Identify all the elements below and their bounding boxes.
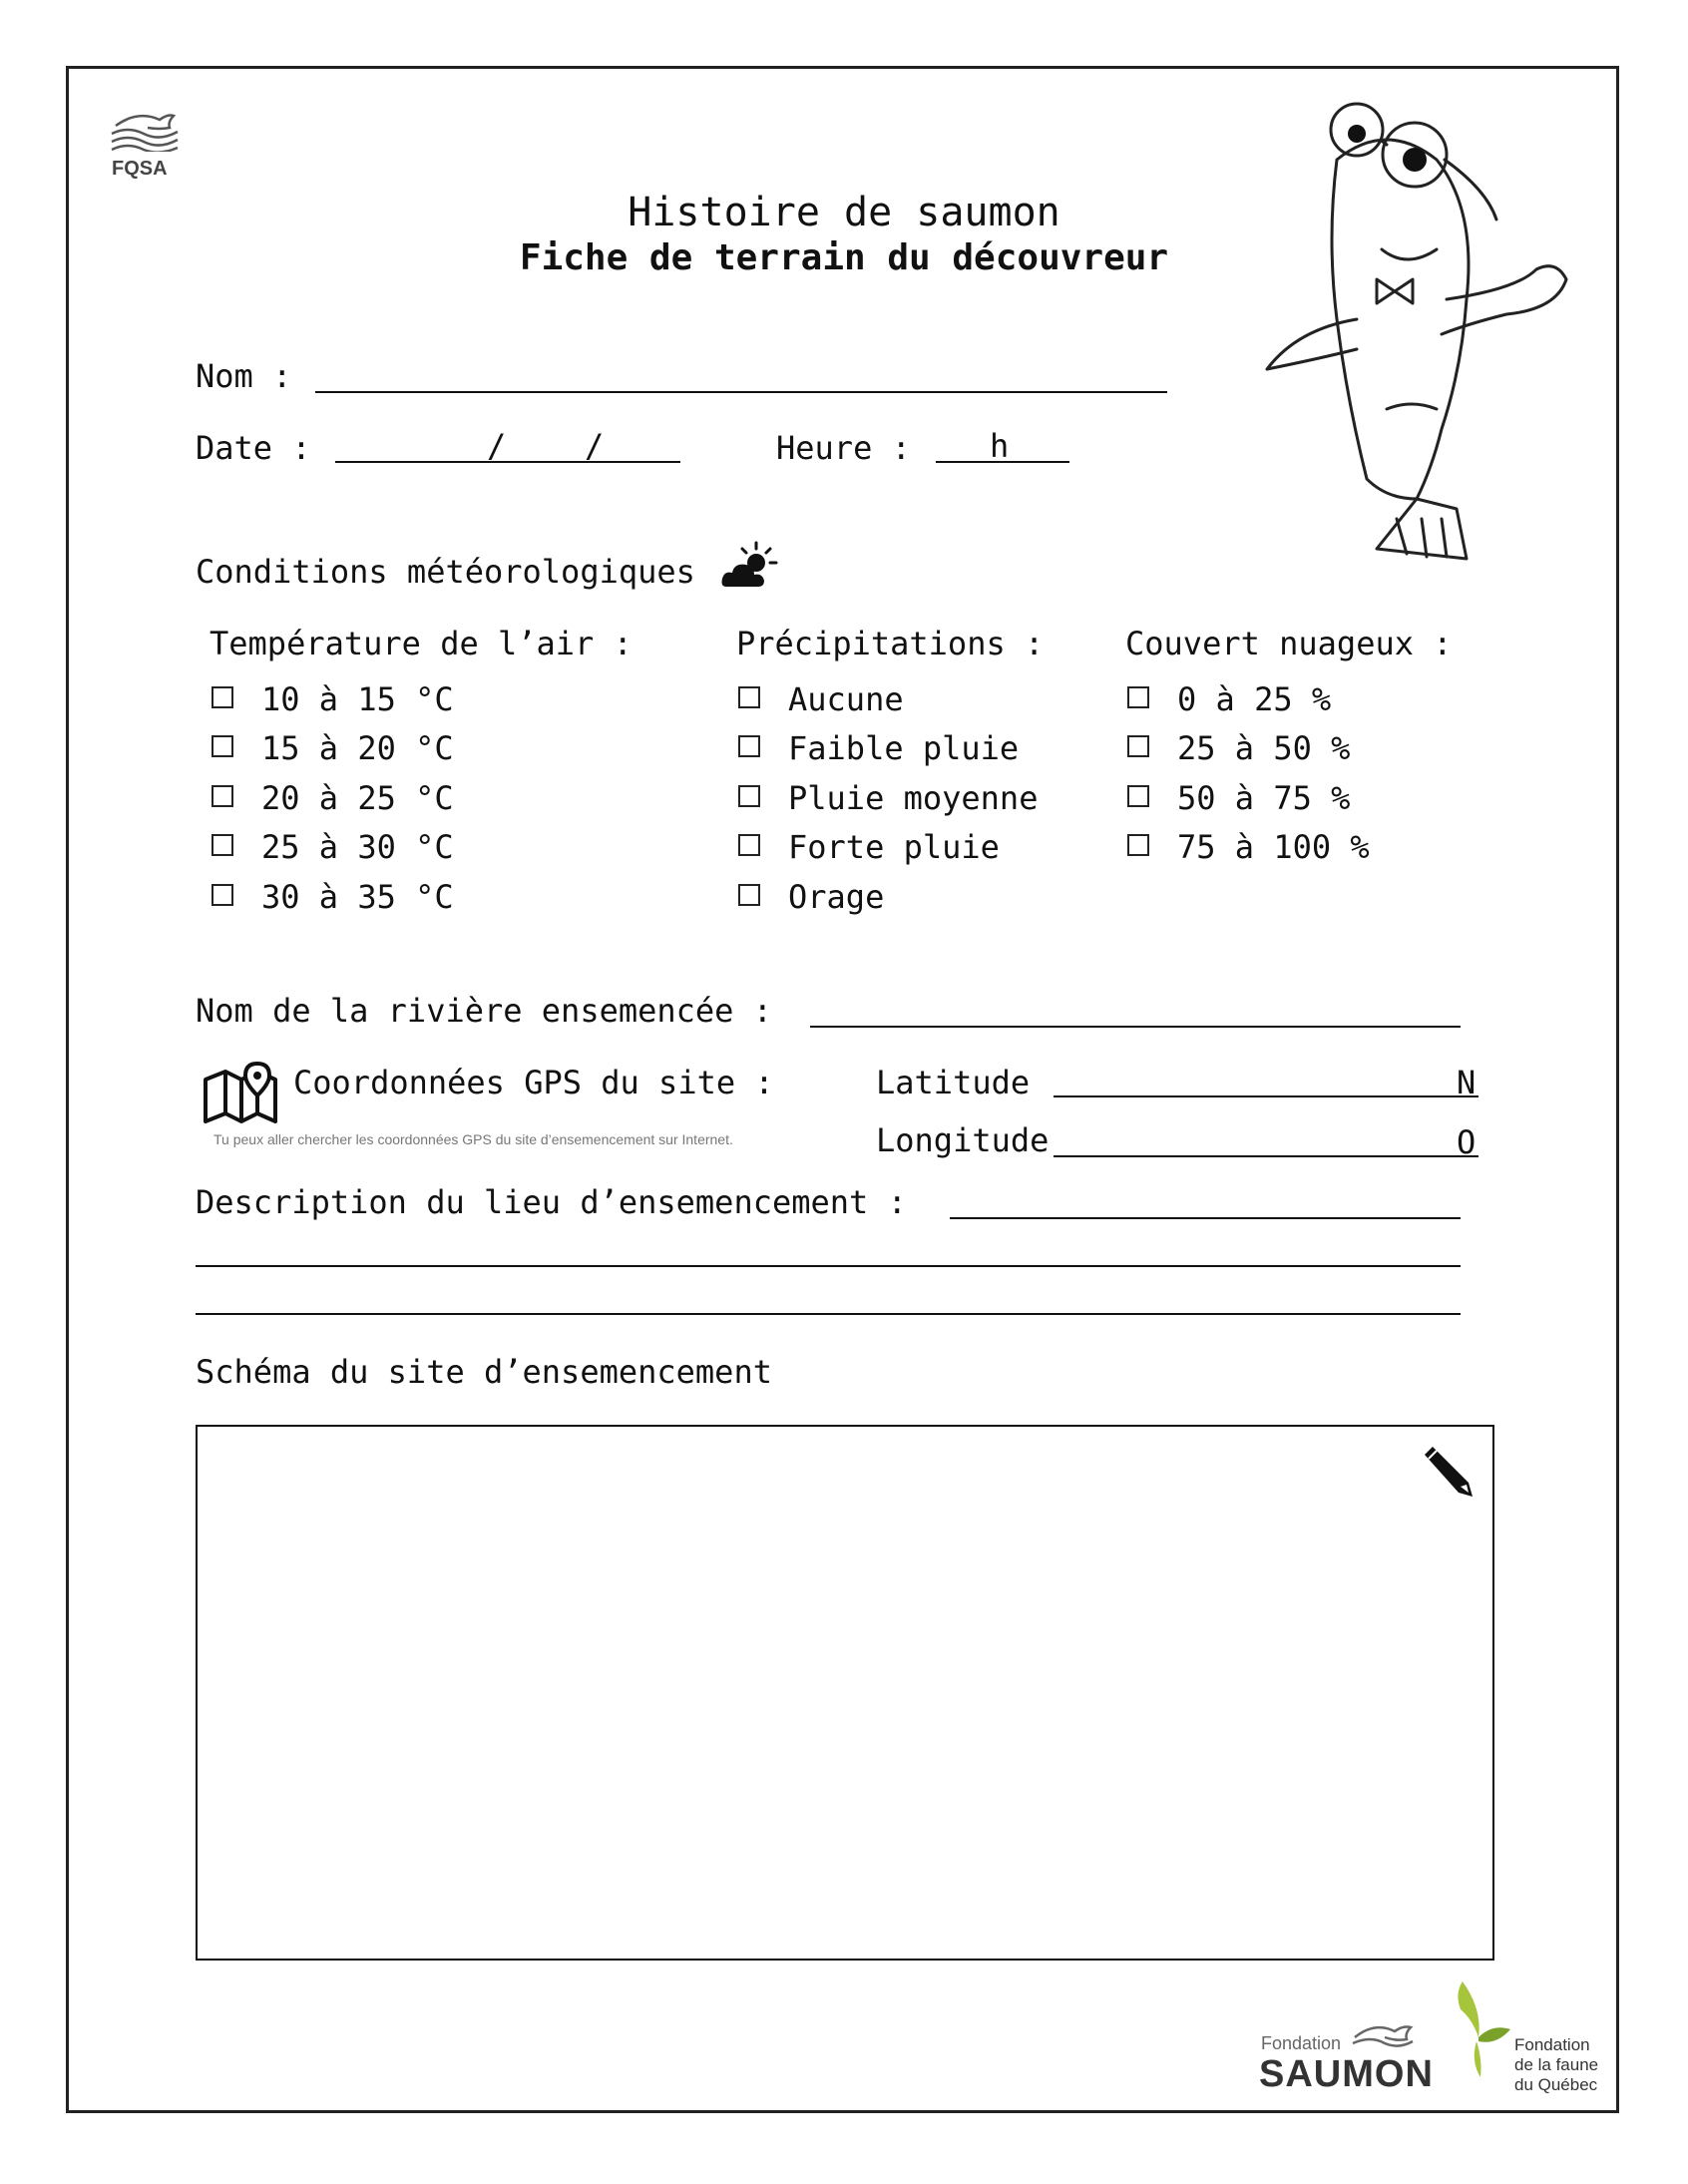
river-label: Nom de la rivière ensemencée : <box>196 992 772 1030</box>
checkbox[interactable] <box>1127 735 1149 757</box>
description-field-line-2[interactable] <box>196 1265 1461 1267</box>
date-field[interactable] <box>335 461 680 463</box>
description-field-line-1[interactable] <box>950 1217 1461 1219</box>
fondation-saumon-small-text: Fondation <box>1261 2033 1342 2053</box>
description-label: Description du lieu d’ensemencement : <box>196 1183 907 1221</box>
temperature-option[interactable]: 15 à 20 °C <box>211 729 454 767</box>
precipitation-option[interactable]: Faible pluie <box>738 729 1019 767</box>
checkbox[interactable] <box>738 735 760 757</box>
precipitation-option[interactable]: Aucune <box>738 680 904 718</box>
cloud-cover-option[interactable]: 75 à 100 % <box>1127 828 1370 866</box>
checkbox[interactable] <box>211 735 233 757</box>
hour-label: Heure : <box>776 429 911 467</box>
page-subtitle: Fiche de terrain du découvreur <box>519 237 1169 278</box>
temperature-label: Température de l’air : <box>210 625 633 662</box>
temperature-option[interactable]: 25 à 30 °C <box>211 828 454 866</box>
fqsa-logo-text: FQSA <box>112 158 168 180</box>
checkbox[interactable] <box>211 686 233 708</box>
fondation-faune-line3: du Québec <box>1514 2075 1598 2094</box>
schema-drawing-area[interactable] <box>196 1425 1494 1961</box>
checkbox[interactable] <box>738 834 760 856</box>
checkbox[interactable] <box>211 834 233 856</box>
fondation-faune-line1: Fondation <box>1514 2035 1590 2054</box>
date-separator-1: / <box>487 427 507 465</box>
longitude-field[interactable] <box>1054 1155 1478 1157</box>
gps-hint: Tu peux aller chercher les coordonnées GPS du site d’ensemencement sur Internet. <box>213 1131 733 1147</box>
name-label: Nom : <box>196 357 292 395</box>
weather-heading: Conditions météorologiques <box>196 553 695 591</box>
salmon-mascot-illustration <box>1237 100 1606 569</box>
checkbox[interactable] <box>211 785 233 807</box>
date-separator-2: / <box>585 427 605 465</box>
map-pin-icon <box>202 1062 279 1125</box>
temperature-option[interactable]: 10 à 15 °C <box>211 680 454 718</box>
precipitation-option[interactable]: Orage <box>738 878 884 916</box>
pencil-icon <box>1421 1443 1475 1499</box>
temperature-option[interactable]: 20 à 25 °C <box>211 779 454 817</box>
latitude-label: Latitude <box>876 1064 1031 1101</box>
schema-label: Schéma du site d’ensemencement <box>196 1353 772 1391</box>
checkbox[interactable] <box>738 785 760 807</box>
river-field[interactable] <box>810 1026 1461 1028</box>
longitude-suffix: O <box>1457 1123 1477 1161</box>
precipitation-option[interactable]: Forte pluie <box>738 828 1000 866</box>
gps-label: Coordonnées GPS du site : <box>293 1064 774 1101</box>
fondation-faune-line2: de la faune <box>1514 2055 1599 2074</box>
checkbox[interactable] <box>738 686 760 708</box>
longitude-label: Longitude <box>876 1121 1050 1159</box>
fondation-saumon-big-text: SAUMON <box>1259 2053 1434 2095</box>
name-field[interactable] <box>315 391 1167 393</box>
checkbox[interactable] <box>1127 686 1149 708</box>
checkbox[interactable] <box>211 884 233 906</box>
cloud-cover-option[interactable]: 25 à 50 % <box>1127 729 1350 767</box>
precipitation-option[interactable]: Pluie moyenne <box>738 779 1038 817</box>
checkbox[interactable] <box>738 884 760 906</box>
latitude-field[interactable] <box>1054 1095 1478 1097</box>
temperature-option[interactable]: 30 à 35 °C <box>211 878 454 916</box>
latitude-suffix: N <box>1457 1064 1477 1101</box>
fqsa-fish-logo <box>108 106 184 152</box>
fondation-faune-leaf-logo <box>1453 1979 1512 2079</box>
precipitation-label: Précipitations : <box>736 625 1045 662</box>
hour-unit: h <box>990 427 1010 465</box>
date-label: Date : <box>196 429 311 467</box>
description-field-line-3[interactable] <box>196 1313 1461 1315</box>
sun-cloud-icon <box>720 541 780 593</box>
cloud-cover-label: Couvert nuageux : <box>1125 625 1453 662</box>
checkbox[interactable] <box>1127 785 1149 807</box>
cloud-cover-option[interactable]: 50 à 75 % <box>1127 779 1350 817</box>
checkbox[interactable] <box>1127 834 1149 856</box>
cloud-cover-option[interactable]: 0 à 25 % <box>1127 680 1331 718</box>
fondation-saumon-fish-logo <box>1351 2019 1415 2049</box>
page-title: Histoire de saumon <box>628 190 1060 235</box>
